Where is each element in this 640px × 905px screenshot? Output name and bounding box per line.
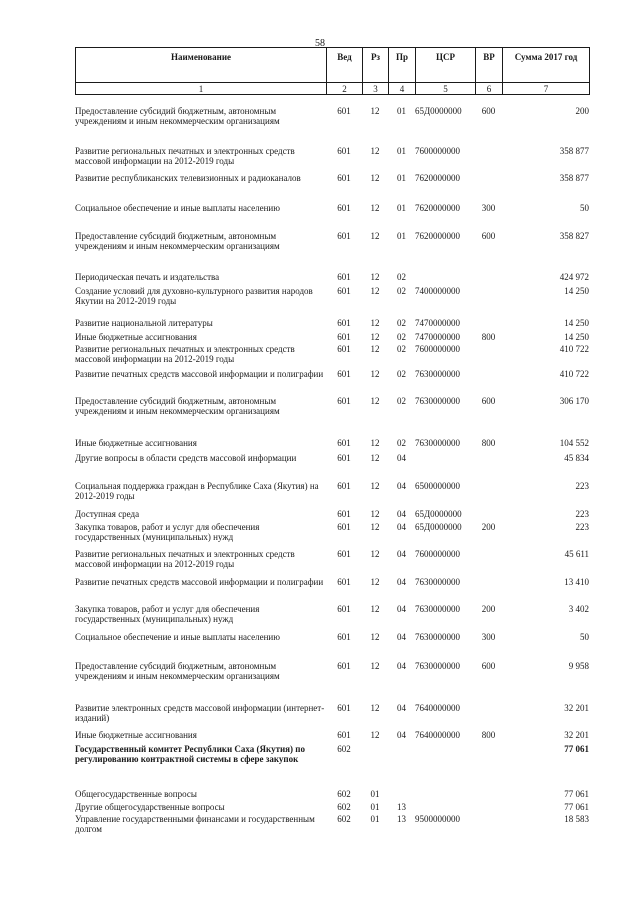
row-pr: 04 [397,453,406,463]
header-num: 2 [327,83,363,95]
row-rz: 12 [370,203,380,213]
row-rz: 12 [370,549,380,559]
row-pr: 02 [397,396,406,406]
row-vr: 600 [481,231,496,241]
table-row [75,286,589,318]
row-ved: 601 [337,632,351,642]
row-sum: 14 250 [564,286,589,296]
row-sum: 9 958 [568,661,589,671]
row-name: Предоставление субсидий бюджетным, автономным учреждениям и иным некоммерческим организациям [75,396,280,416]
row-csr: 6500000000 [415,481,460,491]
row-vr: 600 [481,106,496,116]
row-ved: 602 [337,814,351,824]
row-pr: 04 [397,632,406,642]
row-vr [475,146,502,173]
header-ved: Вед [327,48,363,83]
row-sum: 45 834 [564,453,589,463]
header-num: 4 [389,83,416,95]
row-name: Социальное обеспечение и иные выплаты населению [75,203,280,213]
row-csr: 65Д0000000 [415,522,462,532]
table-row [75,173,589,203]
row-sum: 14 250 [564,332,589,342]
row-sum: 50 [580,203,589,213]
row-name: Иные бюджетные ассигнования [75,730,197,740]
row-vr: 300 [481,632,496,642]
row-ved: 602 [337,789,351,799]
table-row [75,318,589,332]
header-rz: Рз [363,48,389,83]
row-name: Создание условий для духовно-культурного развития народов Якутии на 2012-2019 годы [75,286,313,306]
row-rz: 12 [370,173,380,183]
row-sum: 77 061 [564,802,589,812]
row-ved: 601 [337,344,351,354]
row-pr: 02 [397,272,406,282]
table-row [75,632,589,661]
row-pr: 02 [397,438,406,448]
row-pr: 01 [397,231,406,241]
row-ved: 601 [337,522,351,532]
row-rz [362,744,388,789]
header-sum: Сумма 2017 год [503,48,590,83]
row-ved: 601 [337,332,351,342]
row-name: Социальное обеспечение и иные выплаты населению [75,632,280,642]
header-csr: ЦСР [416,48,476,83]
row-ved: 601 [337,604,351,614]
table-row [75,203,589,231]
row-csr: 65Д0000000 [415,509,462,519]
row-vr [475,318,502,332]
row-ved: 601 [337,481,351,491]
row-sum: 50 [580,632,589,642]
row-name: Предоставление субсидий бюджетным, автономным учреждениям и иным некоммерческим организациям [75,106,280,126]
row-rz: 12 [370,106,380,116]
row-ved: 601 [337,549,351,559]
row-name: Другие общегосударственные вопросы [75,802,225,812]
row-rz: 01 [370,814,380,824]
row-rz: 12 [370,453,380,463]
row-pr: 04 [397,661,406,671]
row-rz: 12 [370,481,380,491]
row-rz: 12 [370,522,380,532]
row-name: Развитие республиканских телевизионных и радиоканалов [75,173,301,183]
row-name: Развитие региональных печатных и электронных средств массовой информации на 2012-2019 годы [75,549,295,569]
row-ved: 601 [337,577,351,587]
row-rz: 12 [370,344,380,354]
header-num: 5 [416,83,476,95]
table-row [75,369,589,396]
row-csr: 7470000000 [415,332,460,342]
row-sum: 32 201 [564,730,589,740]
row-csr [415,453,475,481]
row-sum: 32 201 [564,703,589,713]
row-rz: 01 [370,789,380,799]
table-row [75,453,589,481]
table-row [75,231,589,272]
table-row [75,272,589,286]
row-csr: 7470000000 [415,318,460,328]
row-csr [415,272,475,286]
row-vr: 300 [481,203,496,213]
table-row [75,146,589,173]
row-name: Другие вопросы в области средств массовой информации [75,453,297,463]
row-vr [475,549,502,577]
row-sum: 223 [575,522,589,532]
row-sum: 3 402 [568,604,589,614]
row-csr: 7630000000 [415,604,460,614]
row-ved: 601 [337,438,351,448]
row-ved: 601 [337,453,351,463]
row-vr: 200 [481,522,496,532]
budget-table [75,106,589,836]
row-sum: 410 722 [559,369,589,379]
row-csr: 7640000000 [415,703,460,713]
row-name: Развитие региональных печатных и электронных средств массовой информации на 2012-2019 годы [75,344,295,364]
row-ved: 601 [337,318,351,328]
row-vr [475,789,502,802]
table-row [75,438,589,453]
row-vr [475,802,502,814]
row-csr: 7640000000 [415,730,460,740]
row-vr [475,481,502,509]
row-name: Государственный комитет Республики Саха (Якутия) по регулированию контрактной системы в сфере закупок [75,744,305,764]
row-name: Иные бюджетные ассигнования [75,332,197,342]
row-sum: 358 877 [559,146,589,156]
row-vr [475,272,502,286]
row-pr: 04 [397,549,406,559]
row-sum: 223 [575,509,589,519]
row-csr: 7600000000 [415,146,460,156]
row-ved: 601 [337,509,351,519]
row-csr [415,789,475,802]
header-num: 1 [76,83,327,95]
row-pr: 02 [397,286,406,296]
table-row [75,744,589,789]
row-sum: 45 611 [564,549,589,559]
row-pr: 04 [397,481,406,491]
row-sum: 200 [575,106,589,116]
row-pr: 02 [397,369,406,379]
header-name: Наименование [76,48,327,83]
row-vr: 800 [481,332,496,342]
row-rz: 12 [370,632,380,642]
row-sum: 13 410 [564,577,589,587]
row-sum: 306 170 [559,396,589,406]
table-row [75,396,589,438]
row-vr: 800 [481,730,496,740]
row-sum: 77 061 [564,789,589,799]
row-rz: 12 [370,146,380,156]
row-csr [415,802,475,814]
table-row [75,522,589,549]
row-csr: 7620000000 [415,231,460,241]
row-vr [475,703,502,730]
row-sum: 104 552 [559,438,589,448]
table-row [75,481,589,509]
row-sum: 14 250 [564,318,589,328]
row-csr: 9500000000 [415,814,460,824]
table-row [75,814,589,836]
table-row [75,802,589,814]
row-vr: 600 [481,396,496,406]
row-vr: 800 [481,438,496,448]
row-ved: 601 [337,286,351,296]
row-rz: 12 [370,509,380,519]
row-vr [475,286,502,318]
row-sum: 223 [575,481,589,491]
row-pr: 04 [397,604,406,614]
row-pr: 13 [397,802,406,812]
row-pr: 01 [397,106,406,116]
row-name: Предоставление субсидий бюджетным, автономным учреждениям и иным некоммерческим организациям [75,231,280,251]
row-pr: 01 [397,203,406,213]
row-pr: 02 [397,344,406,354]
row-ved: 601 [337,272,351,282]
row-sum: 18 583 [564,814,589,824]
row-ved: 601 [337,703,351,713]
row-pr: 01 [397,146,406,156]
row-rz: 12 [370,318,380,328]
row-ved: 601 [337,106,351,116]
row-pr: 02 [397,332,406,342]
row-rz: 12 [370,661,380,671]
row-pr [388,744,415,789]
row-vr [475,173,502,203]
row-name: Закупка товаров, работ и услуг для обеспечения государственных (муниципальных) нужд [75,604,260,624]
row-name: Развитие региональных печатных и электронных средств массовой информации на 2012-2019 годы [75,146,295,166]
row-sum: 77 061 [564,744,589,754]
header-num: 6 [476,83,503,95]
row-csr: 7600000000 [415,549,460,559]
row-vr [475,814,502,836]
table-row [75,509,589,522]
row-rz: 12 [370,286,380,296]
header-pr: Пр [389,48,416,83]
row-sum: 410 722 [559,344,589,354]
row-sum: 358 877 [559,173,589,183]
row-csr: 7630000000 [415,438,460,448]
row-csr: 7630000000 [415,396,460,406]
row-ved: 601 [337,231,351,241]
header-num: 3 [363,83,389,95]
row-name: Развитие печатных средств массовой информации и полиграфии [75,369,324,379]
row-csr [415,744,475,789]
row-pr: 04 [397,577,406,587]
row-vr [475,369,502,396]
row-name: Закупка товаров, работ и услуг для обеспечения государственных (муниципальных) нужд [75,522,260,542]
row-ved: 602 [337,744,351,754]
row-vr: 200 [481,604,496,614]
row-csr: 65Д0000000 [415,106,462,116]
row-csr: 7630000000 [415,632,460,642]
row-ved: 601 [337,661,351,671]
row-sum: 358 827 [559,231,589,241]
table-row [75,577,589,604]
header-vr: ВР [476,48,503,83]
row-rz: 12 [370,730,380,740]
row-sum: 424 972 [559,272,589,282]
row-name: Предоставление субсидий бюджетным, автономным учреждениям и иным некоммерческим организациям [75,661,280,681]
row-name: Доступная среда [75,509,140,519]
row-name: Развитие электронных средств массовой информации (интернет-изданий) [75,703,325,723]
row-csr: 7400000000 [415,286,460,296]
table-row [75,604,589,632]
row-rz: 12 [370,396,380,406]
table-header [75,47,590,95]
row-pr: 04 [397,703,406,713]
table-row [75,106,589,146]
row-pr: 04 [397,509,406,519]
row-name: Развитие национальной литературы [75,318,213,328]
row-ved: 601 [337,203,351,213]
table-row [75,661,589,703]
row-vr: 600 [481,661,496,671]
header-num: 7 [503,83,590,95]
row-pr: 02 [397,318,406,328]
row-rz: 12 [370,438,380,448]
row-pr: 01 [397,173,406,183]
row-name: Социальная поддержка граждан в Республике Саха (Якутия) на 2012-2019 годы [75,481,319,501]
row-name: Периодическая печать и издательства [75,272,220,282]
row-ved: 601 [337,396,351,406]
row-csr: 7630000000 [415,661,460,671]
row-csr: 7630000000 [415,577,460,587]
row-csr: 7600000000 [415,344,460,354]
row-rz: 12 [370,703,380,713]
row-ved: 601 [337,369,351,379]
row-rz: 12 [370,272,380,282]
table-row [75,332,589,344]
page-number: 58 [315,38,325,49]
row-name: Развитие печатных средств массовой информации и полиграфии [75,577,324,587]
row-pr: 04 [397,730,406,740]
table-row [75,789,589,802]
table-row [75,703,589,730]
row-vr [475,453,502,481]
table-row [75,730,589,744]
row-ved: 602 [337,802,351,812]
row-rz: 12 [370,577,380,587]
row-name: Общегосударственные вопросы [75,789,197,799]
row-ved: 601 [337,146,351,156]
row-rz: 01 [370,802,380,812]
row-rz: 12 [370,604,380,614]
row-pr: 04 [397,522,406,532]
table-row [75,549,589,577]
row-vr [475,344,502,369]
row-vr [475,509,502,522]
row-rz: 12 [370,231,380,241]
row-csr: 7620000000 [415,173,460,183]
row-rz: 12 [370,369,380,379]
row-ved: 601 [337,730,351,740]
row-csr: 7620000000 [415,203,460,213]
row-rz: 12 [370,332,380,342]
row-pr [388,789,415,802]
row-vr [475,577,502,604]
row-pr: 13 [397,814,406,824]
table-row [75,344,589,369]
row-vr [475,744,502,789]
row-csr: 7630000000 [415,369,460,379]
row-name: Иные бюджетные ассигнования [75,438,197,448]
row-name: Управление государственными финансами и государственным долгом [75,814,315,834]
row-ved: 601 [337,173,351,183]
